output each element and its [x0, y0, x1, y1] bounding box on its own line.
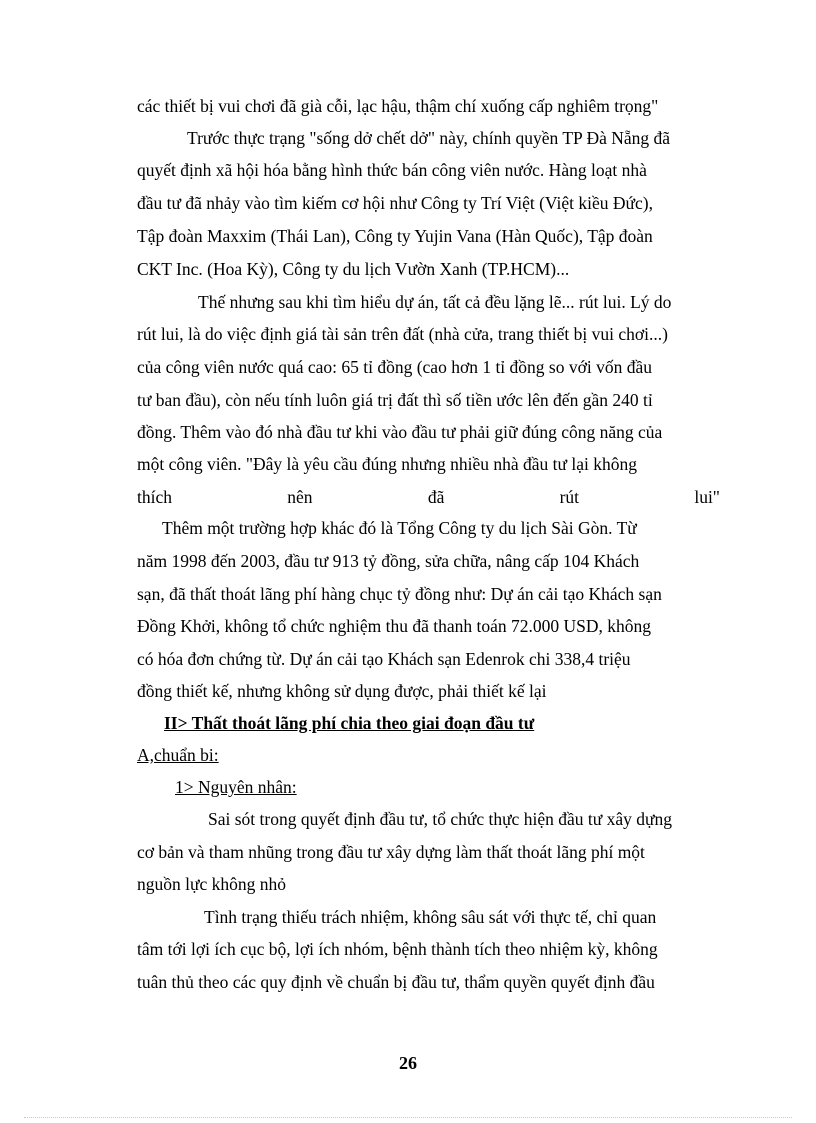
page-number: 26: [399, 1053, 417, 1073]
text-line: Sai sót trong quyết định đầu tư, tổ chức thực hiện đầu tư xây dựng: [208, 809, 672, 829]
text-line: sạn, đã thất thoát lãng phí hàng chục tỷ đồng như: Dự án cải tạo Khách sạn: [137, 584, 662, 604]
word: đã: [427, 487, 445, 507]
text-line: năm 1998 đến 2003, đầu tư 913 tỷ đồng, sửa chữa, nâng cấp 104 Khách: [137, 551, 640, 571]
text-line: Trước thực trạng "sống dở chết dở" này, chính quyền TP Đà Nẵng đã: [187, 128, 671, 148]
text-line: tâm tới lợi ích cục bộ, lợi ích nhóm, bệnh thành tích theo nhiệm kỳ, không: [137, 939, 658, 959]
text-line: nguồn lực không nhỏ: [137, 874, 286, 894]
text-line: đồng thiết kế, nhưng không sử dụng được, phải thiết kế lại: [137, 681, 547, 701]
text-line: của công viên nước quá cao: 65 tỉ đồng (cao hơn 1 tỉ đồng so với vốn đầu: [137, 357, 652, 377]
text-line: Thế nhưng sau khi tìm hiểu dự án, tất cả đều lặng lẽ... rút lui. Lý do: [198, 292, 672, 312]
text-line: đồng. Thêm vào đó nhà đầu tư khi vào đầu tư phải giữ đúng công năng của: [137, 422, 663, 442]
word: thích: [137, 487, 172, 507]
page-border: [24, 1117, 792, 1118]
text-line: các thiết bị vui chơi đã già cỗi, lạc hậu, thậm chí xuống cấp nghiêm trọng": [137, 96, 659, 116]
text-line: quyết định xã hội hóa bằng hình thức bán công viên nước. Hàng loạt nhà: [137, 160, 647, 180]
text-line: cơ bản và tham nhũng trong đầu tư xây dựng làm thất thoát lãng phí một: [137, 842, 645, 862]
text-line: Thêm một trường hợp khác đó là Tổng Công ty du lịch Sài Gòn. Từ: [162, 518, 637, 538]
text-line: tư ban đầu), còn nếu tính luôn giá trị đất thì số tiền ước lên đến gần 240 tỉ: [137, 390, 653, 410]
justified-line: [137, 487, 720, 507]
text-line: Đồng Khởi, không tổ chức nghiệm thu đã thanh toán 72.000 USD, không: [137, 616, 652, 636]
word: nên: [287, 487, 313, 507]
subsection-heading: A,chuẩn bi:: [137, 745, 219, 765]
text-line: Tập đoàn Maxxim (Thái Lan), Công ty Yujin Vana (Hàn Quốc), Tập đoàn: [137, 226, 653, 246]
text-line: đầu tư đã nhảy vào tìm kiếm cơ hội như Công ty Trí Việt (Việt kiều Đức),: [137, 193, 653, 213]
text-line: CKT Inc. (Hoa Kỳ), Công ty du lịch Vườn Xanh (TP.HCM)...: [137, 259, 570, 279]
word: rút: [559, 487, 580, 507]
subsection-heading: 1> Nguyên nhân:: [175, 777, 297, 797]
text-line: Tình trạng thiếu trách nhiệm, không sâu sát với thực tế, chỉ quan: [204, 907, 657, 927]
text-line: tuân thủ theo các quy định về chuẩn bị đầu tư, thẩm quyền quyết định đầu: [137, 972, 655, 992]
text-line: một công viên. "Đây là yêu cầu đúng nhưng nhiều nhà đầu tư lại không: [137, 454, 637, 474]
section-heading: II> Thất thoát lãng phí chia theo giai đoạn đầu tư: [164, 713, 535, 733]
word: lui": [694, 487, 720, 507]
text-line: rút lui, là do việc định giá tài sản trên đất (nhà cửa, trang thiết bị vui chơi...): [137, 324, 668, 344]
text-line: có hóa đơn chứng từ. Dự án cải tạo Khách sạn Edenrok chi 338,4 triệu: [137, 649, 631, 669]
